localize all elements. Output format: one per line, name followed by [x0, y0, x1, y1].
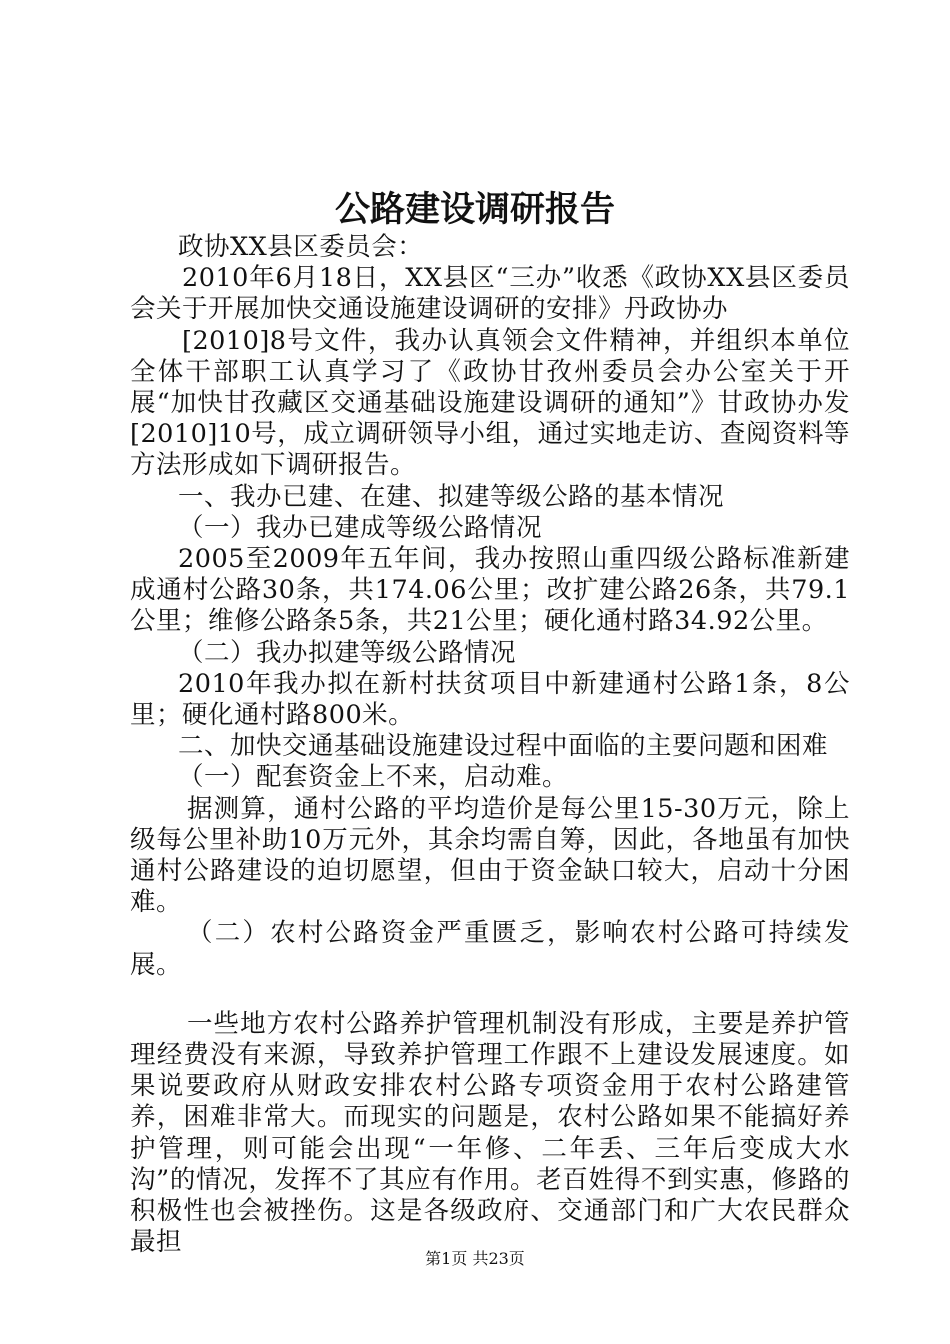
document-title: 公路建设调研报告	[334, 189, 615, 230]
paragraph: [2010]8号文件，我办认真领会文件精神，并组织本单位全体干部职工认真学习了《政协甘孜州委员会办公室关于开展“加快甘孜藏区交通基础设施建设调研的通知”》甘政协办发[2010]10号，成立调研领导小组，通过实地走访、查阅资料等方法形成如下调研报告。	[130, 325, 850, 481]
paragraph: 2010年6月18日，XX县区“三办”收悉《政协XX县区委员会关于开展加快交通设施建设调研的安排》丹政协办	[130, 263, 850, 325]
subsection-heading: （二）农村公路资金严重匮乏，影响农村公路可持续发展。	[130, 918, 850, 980]
salutation: 政协XX县区委员会：	[178, 232, 424, 262]
section-heading: 一、我办已建、在建、拟建等级公路的基本情况	[178, 481, 725, 512]
document-body	[130, 232, 850, 1259]
subsection-heading: （二）我办拟建等级公路情况	[178, 637, 517, 668]
page-footer: 第1页 共23页	[425, 1249, 525, 1268]
subsection-heading: （一）我办已建成等级公路情况	[178, 512, 543, 543]
paragraph: 一些地方农村公路养护管理机制没有形成，主要是养护管理经费没有来源，导致养护管理工作跟不上建设发展速度。如果说要政府从财政安排农村公路专项资金用于农村公路建管养，困难非常大。而现实的问题是，农村公路如果不能搞好养护管理，则可能会出现“一年修、二年丢、三年后变成大水沟”的情况，发挥不了其应有作用。老百姓得不到实惠，修路的积极性也会被挫伤。这是各级政府、交通部门和广大农民群众最担	[130, 1008, 850, 1258]
paragraph-spacer	[130, 981, 850, 1009]
section-heading: 二、加快交通基础设施建设过程中面临的主要问题和困难	[178, 731, 829, 762]
subsection-heading: （一）配套资金上不来，启动难。	[178, 762, 569, 793]
paragraph: 2005至2009年五年间，我办按照山重四级公路标准新建成通村公路30条，共174.06公里；改扩建公路26条，共79.1公里；维修公路条5条，共21公里；硬化通村路34.92公里。	[130, 544, 850, 637]
paragraph: 据测算，通村公路的平均造价是每公里15-30万元，除上级每公里补助10万元外，其余均需自筹，因此，各地虽有加快通村公路建设的迫切愿望，但由于资金缺口较大，启动十分困难。	[130, 793, 850, 918]
paragraph: 2010年我办拟在新村扶贫项目中新建通村公路1条，8公里；硬化通村路800米。	[130, 668, 850, 731]
